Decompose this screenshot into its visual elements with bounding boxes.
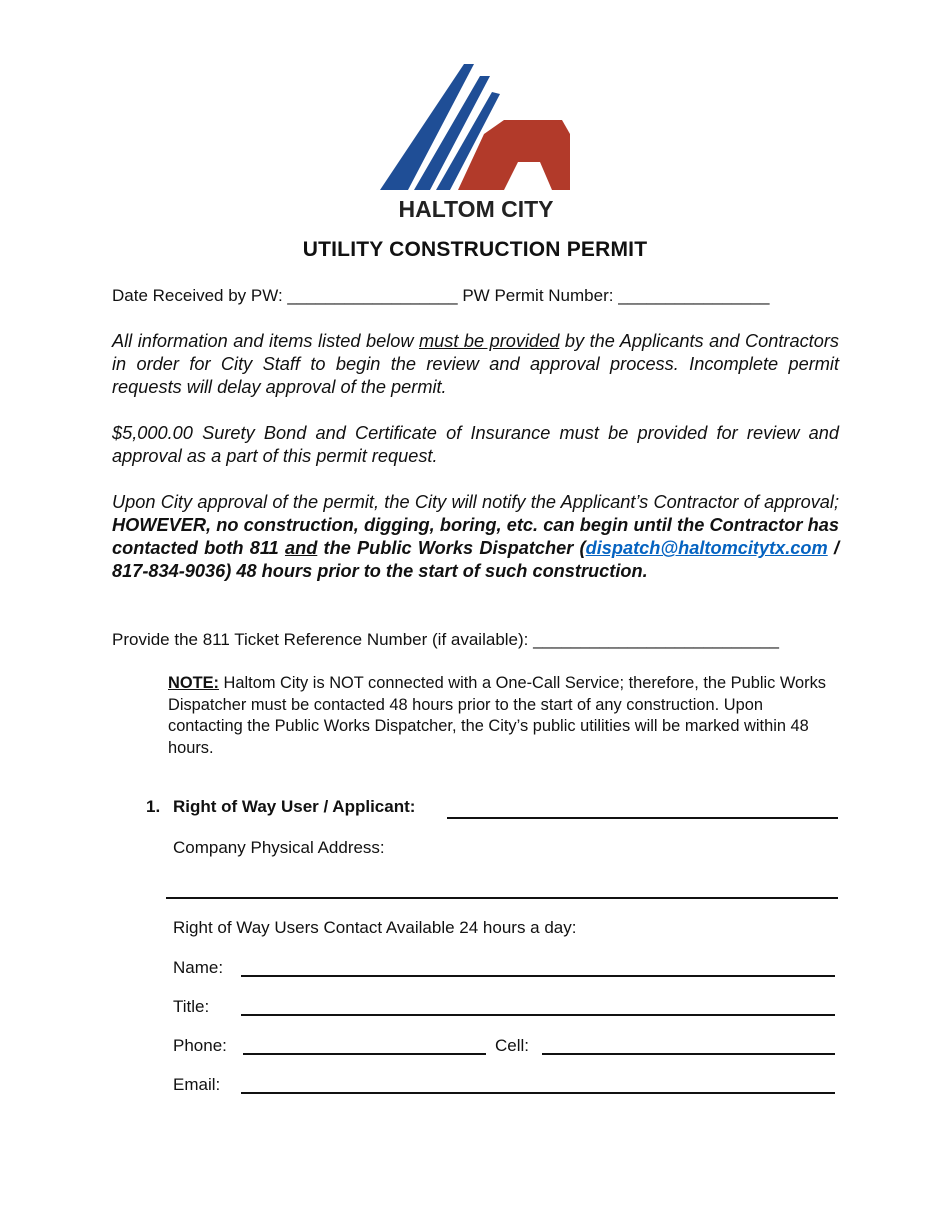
note-text: Haltom City is NOT connected with a One-Call Service; therefore, the Public Works Dispatcher must be contacted 48 hours prior to the start of any construction. Upon contacting the Public Works Dispatcher, the City’s public utilities will be marked within 48 hours.	[168, 674, 826, 757]
page-title: UTILITY CONSTRUCTION PERMIT	[302, 238, 648, 261]
p3-bold-a: HOWEVER, no construction, digging, boring, etc. can begin until the Contractor has contacted both 811	[112, 515, 839, 558]
email-label: Email:	[173, 1075, 221, 1094]
logo-mark	[372, 62, 576, 222]
address-input-line[interactable]	[166, 897, 838, 899]
phone-input-line[interactable]	[243, 1053, 486, 1055]
title-label: Title:	[173, 997, 210, 1016]
phone-label: Phone:	[173, 1036, 227, 1055]
applicant-label: Right of Way User / Applicant:	[173, 797, 416, 816]
date-received-line[interactable]: Date Received by PW: __________________ PW Permit Number: ________________	[112, 286, 770, 305]
cell-input-line[interactable]	[542, 1053, 835, 1055]
applicant-input-line[interactable]	[447, 817, 838, 819]
haltom-city-logo	[372, 62, 576, 222]
title-input-line[interactable]	[241, 1014, 835, 1016]
name-input-line[interactable]	[241, 975, 835, 977]
p3-bold-b: the Public Works Dispatcher (	[317, 538, 586, 558]
name-label: Name:	[173, 958, 224, 977]
intro-paragraph-3	[112, 491, 839, 583]
logo-red-hook	[484, 120, 570, 134]
p1-text-a: All information and items listed below	[112, 331, 419, 351]
note-label: NOTE:	[168, 674, 219, 692]
note-block	[168, 673, 828, 759]
contact-heading: Right of Way Users Contact Available 24 hours a day:	[173, 918, 577, 937]
p3-bold-c: / 817-834-9036) 48 hours prior to the start of such construction.	[112, 538, 839, 581]
intro-paragraph-1	[112, 330, 839, 399]
address-label: Company Physical Address:	[173, 838, 385, 857]
p1-text-b: by the Applicants and Contractors in order for City Staff to begin the review and approval process. Incomplete permit requests will delay approval of the permit.	[112, 331, 840, 397]
intro-paragraph-2: $5,000.00 Surety Bond and Certificate of Insurance must be provided for review and approval as a part of this permit request.	[112, 423, 839, 466]
cell-label: Cell:	[495, 1036, 530, 1055]
section-number: 1.	[146, 797, 161, 816]
dispatch-email-link[interactable]: dispatch@haltomcitytx.com	[585, 538, 828, 558]
logo-red-shape	[458, 134, 570, 190]
p3-and: and	[284, 538, 318, 558]
email-input-line[interactable]	[241, 1092, 835, 1094]
logo-text: HALTOM CITY	[398, 196, 554, 222]
p1-underlined: must be provided	[418, 331, 560, 351]
ticket-reference-line[interactable]: Provide the 811 Ticket Reference Number (if available): __________________________	[112, 630, 779, 649]
p3-text: Upon City approval of the permit, the City will notify the Applicant’s Contractor of approval;	[112, 492, 839, 512]
